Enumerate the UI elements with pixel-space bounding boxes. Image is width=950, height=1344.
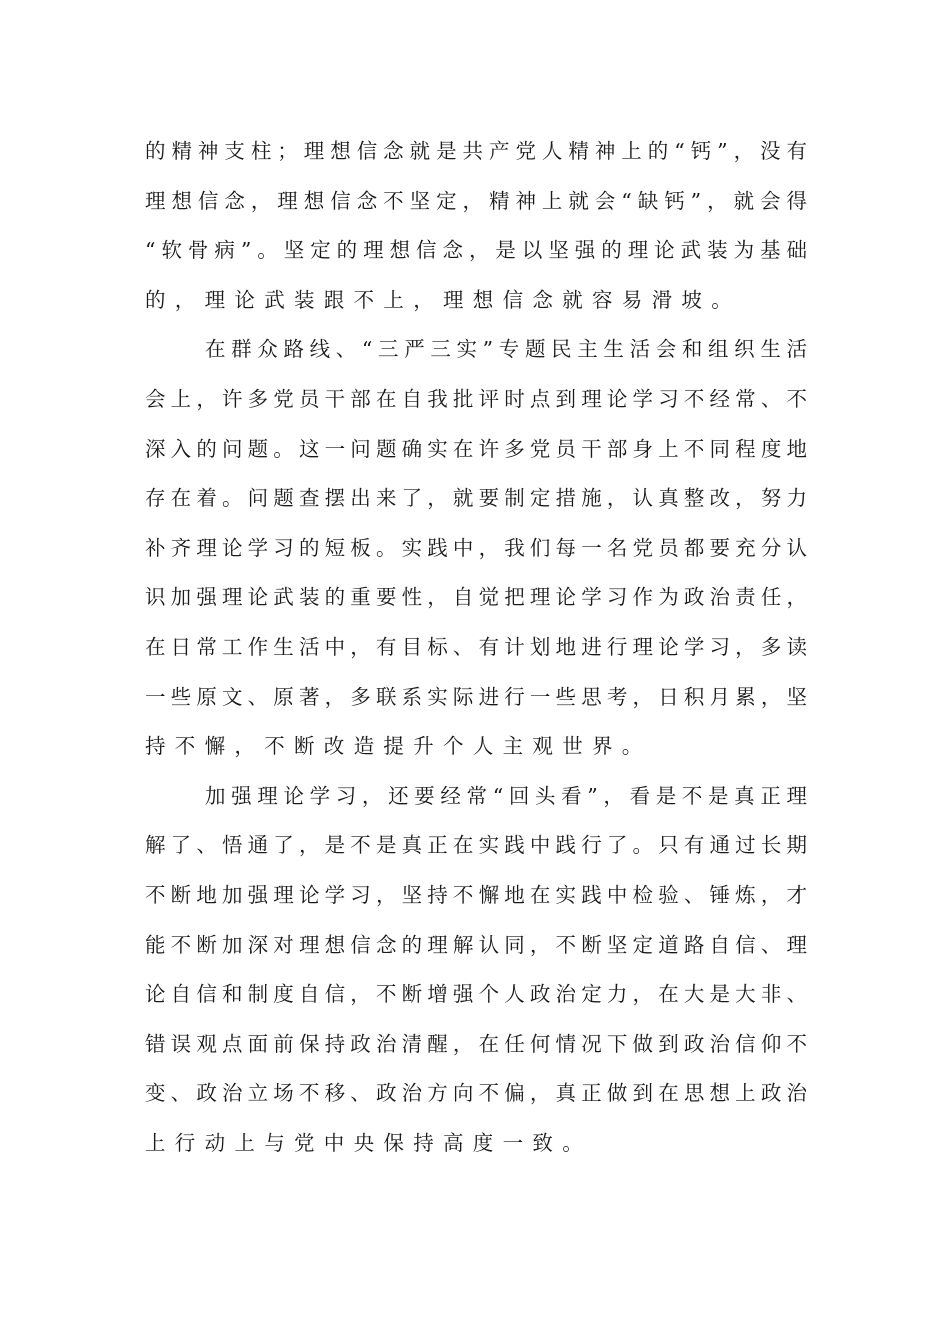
text-line: “软骨病”。坚定的理想信念，是以坚强的理论武装为基础 — [145, 238, 807, 263]
text-line: 补齐理论学习的短板。实践中，我们每一名党员都要充分认 — [145, 535, 807, 560]
text-line: 在日常工作生活中，有目标、有计划地进行理论学习，多读 — [145, 634, 807, 659]
text-line: 解了、悟通了，是不是真正在实践中践行了。只有通过长期 — [145, 833, 807, 858]
text-line: 能不断加深对理想信念的理解认同，不断坚定道路自信、理 — [145, 932, 807, 957]
text-line: 上行动上与党中央保持高度一致。 — [145, 1130, 592, 1155]
text-line: 理想信念，理想信念不坚定，精神上就会“缺钙”，就会得 — [145, 188, 807, 213]
text-line: 变、政治立场不移、政治方向不偏，真正做到在思想上政治 — [145, 1081, 807, 1106]
text-line: 持不懈，不断改造提升个人主观世界。 — [145, 734, 652, 759]
text-line: 论自信和制度自信，不断增强个人政治定力，在大是大非、 — [145, 982, 807, 1007]
text-line: 存在着。问题查摆出来了，就要制定措施，认真整改，努力 — [145, 486, 807, 511]
text-line: 会上，许多党员干部在自我批评时点到理论学习不经常、不 — [145, 386, 807, 411]
text-line: 在群众路线、“三严三实”专题民主生活会和组织生活 — [205, 337, 807, 362]
paragraph-1 — [145, 127, 807, 325]
text-line: 深入的问题。这一问题确实在许多党员干部身上不同程度地 — [145, 436, 807, 461]
text-line: 加强理论学习，还要经常“回头看”，看是不是真正理 — [205, 783, 807, 808]
text-line: 错误观点面前保持政治清醒，在任何情况下做到政治信仰不 — [145, 1031, 807, 1056]
text-line: 识加强理论武装的重要性，自觉把理论学习作为政治责任， — [145, 585, 807, 610]
text-line: 的精神支柱；理想信念就是共产党人精神上的“钙”，没有 — [145, 139, 807, 163]
text-line: 不断地加强理论学习，坚持不懈地在实践中检验、锤炼，才 — [145, 882, 807, 907]
paragraph-2 — [145, 325, 807, 771]
text-line: 的，理论武装跟不上，理想信念就容易滑坡。 — [145, 287, 741, 312]
text-line: 一些原文、原著，多联系实际进行一些思考，日积月累，坚 — [145, 684, 807, 709]
paragraph-3 — [145, 772, 807, 1169]
document-body — [145, 127, 807, 1168]
